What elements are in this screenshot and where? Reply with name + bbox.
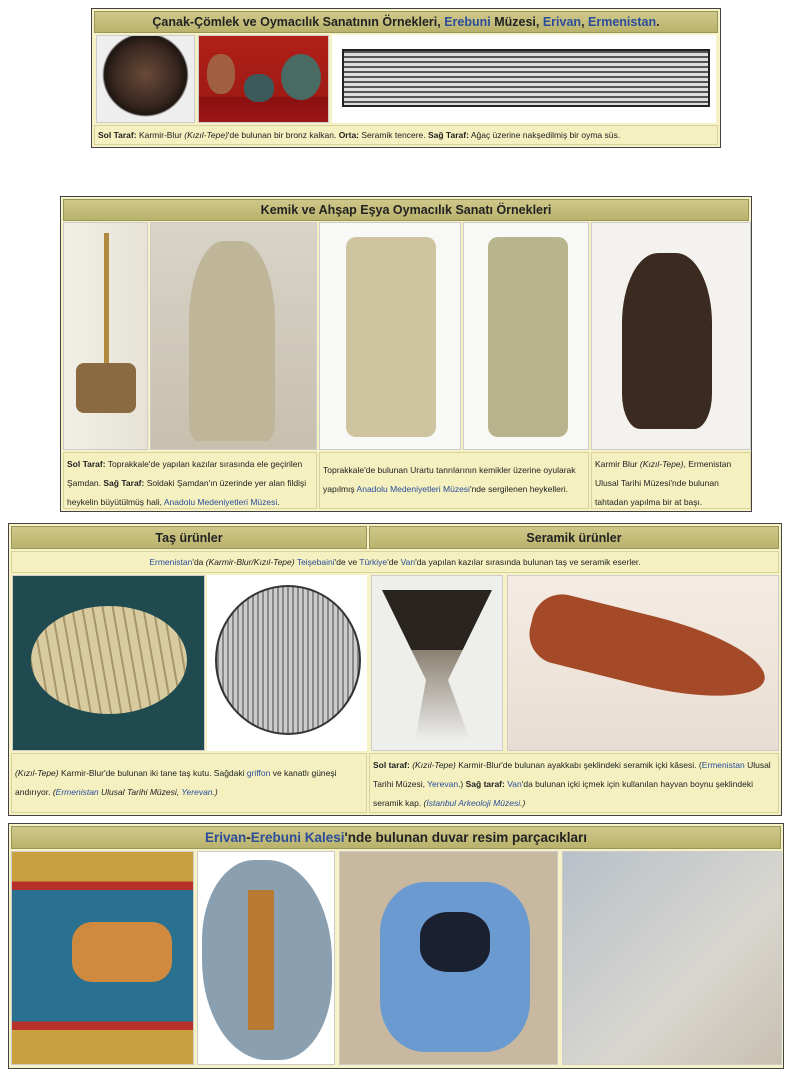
link[interactable]: Yerevan (427, 779, 459, 789)
candlestick-image[interactable] (63, 222, 148, 450)
link[interactable]: Türkiye (359, 557, 388, 567)
text: (Kızıl-Tepe) (15, 768, 59, 778)
link[interactable]: Anadolu Medeniyetleri Müzesi (163, 497, 278, 507)
text: Müzesi, (490, 15, 543, 29)
wall-painting-gallery (8, 823, 784, 1069)
label-text: Sağ Taraf: (427, 130, 469, 140)
text: .) (212, 787, 218, 797)
text: Seramik tencere. (359, 130, 428, 140)
bone-wood-carving-gallery (60, 196, 752, 512)
stone-box-image[interactable] (12, 575, 205, 751)
gallery-title (11, 826, 781, 849)
text-content (373, 760, 771, 808)
text-content (595, 459, 731, 507)
text: Toprakkale'de bulunan Urartu tanrılarının kemikler üzerine oyularak yapılmış (323, 465, 576, 494)
bronze-shield-image[interactable] (96, 35, 195, 123)
text: 'nde bulunan duvar resim parçacıkları (344, 830, 588, 845)
text: Ulusal Tarihi Müzesi, (98, 787, 182, 797)
text: Karmir-Blur'de bulunan ayakkabı şeklindeki seramik içki kâsesi. ( (455, 760, 702, 770)
text-content (155, 531, 222, 545)
text: .) (458, 779, 466, 789)
text: 'de bulunan bir bronz kalkan. (227, 130, 339, 140)
gallery-caption (94, 125, 718, 145)
text: - (246, 830, 251, 845)
text: Karmir-Blur'de bulunan iki tane taş kutu. Sağdaki (58, 768, 247, 778)
text: Toprakkale'de yapılan kazılar sırasında ele geçirilen Şamdan. (67, 459, 303, 488)
text: Karmir-Blur (136, 130, 185, 140)
text: , (581, 15, 589, 29)
wood-carving-image[interactable] (332, 35, 716, 123)
text: .) (520, 798, 526, 808)
text: 'nde sergilenen heykelleri. (469, 484, 568, 494)
text: Ağaç üzerine nakşedilmiş bir oyma süs. (468, 130, 621, 140)
label-text: Orta: (338, 130, 359, 140)
text: . (277, 497, 280, 507)
stone-products-header (11, 526, 367, 549)
link[interactable]: Ermenistan (55, 787, 99, 797)
text-content (67, 459, 306, 507)
candlestick-caption (63, 452, 317, 509)
stone-caption (11, 753, 367, 813)
stone-ceramic-gallery (8, 523, 782, 816)
text: Seramik ürünler (526, 530, 622, 545)
text: (Karmir-Blur/Kızıl-Tepe) (205, 557, 295, 567)
label-text: Sağ taraf: (465, 779, 505, 789)
ceramic-pots-image[interactable] (198, 35, 329, 123)
text-content (205, 830, 587, 845)
text: Taş ürünler (155, 530, 223, 545)
link[interactable]: Ermenistan (588, 15, 657, 29)
pottery-carving-gallery (91, 8, 721, 148)
label-text: Sol taraf: (373, 760, 410, 770)
link[interactable]: Yerevan (181, 787, 213, 797)
text-content (98, 130, 620, 140)
link[interactable]: Anadolu Medeniyetleri Müzesi (356, 484, 470, 494)
label-text: Sol Taraf: (98, 130, 137, 140)
text: , Ermenistan Ulusal Tarihi Müzesi'nde bulunan tahtadan yapılma bir at başı. (595, 459, 732, 507)
text-content (261, 203, 552, 217)
text-content (526, 531, 621, 545)
link[interactable]: Erebuni Kalesi (250, 830, 345, 845)
goat-fresco-image[interactable] (339, 851, 558, 1065)
text-content (323, 465, 576, 494)
horse-head-caption (591, 452, 751, 509)
label-text: Sol Taraf: (67, 459, 106, 469)
stone-seal-image[interactable] (207, 575, 367, 751)
link[interactable]: Erebuni (444, 15, 491, 29)
link[interactable]: İstanbul Arkeoloji Müzesi (426, 798, 521, 808)
text: ( (423, 798, 427, 808)
deities-caption (319, 452, 589, 509)
bone-deity-1-image[interactable] (319, 222, 461, 450)
gallery-title (94, 11, 718, 33)
text: 'de ve (334, 557, 360, 567)
text: Kemik ve Ahşap Eşya Oymacılık Sanatı Örnekleri (260, 203, 552, 217)
boot-vessel-image[interactable] (371, 575, 503, 751)
link[interactable]: Erivan (204, 830, 247, 845)
text-content (15, 768, 337, 797)
text: Çanak-Çömlek ve Oymacılık Sanatının Örnekleri, (152, 15, 445, 29)
link[interactable]: Teişebaini (296, 557, 335, 567)
text: Ulusal Tarihi Müzesi, (373, 760, 771, 789)
text: (Kızıl-Tepe) (639, 459, 684, 469)
link[interactable]: Erivan (542, 15, 582, 29)
text-content (149, 557, 640, 567)
link[interactable]: Ermenistan (149, 557, 193, 567)
figure-fresco-image[interactable] (197, 851, 335, 1065)
link[interactable]: Van (507, 779, 522, 789)
text: ( (52, 787, 56, 797)
text: (Kızıl-Tepe) (412, 760, 456, 770)
bull-fresco-image[interactable] (11, 851, 194, 1065)
text: 'da yapılan kazılar sırasında bulunan taş ve seramik eserler. (415, 557, 641, 567)
text: Karmir Blur (595, 459, 640, 469)
text: ve kanatlı güneşi andırıyor. (15, 768, 337, 797)
link[interactable]: Van (400, 557, 416, 567)
gallery-title (63, 199, 749, 221)
text: (Kızıl-Tepe) (184, 130, 228, 140)
animal-neck-vessel-image[interactable] (507, 575, 779, 751)
text: 'de (387, 557, 401, 567)
text-content (152, 15, 659, 29)
ivory-lion-image[interactable] (150, 222, 317, 450)
text: 'da bulunan içki içmek için kullanılan hayvan boynu şeklindeki seramik kap. (373, 779, 753, 808)
text: . (656, 15, 660, 29)
bone-deity-2-image[interactable] (463, 222, 589, 450)
ceramic-products-header (369, 526, 779, 549)
gallery-subtitle (11, 551, 779, 573)
text: Soldaki Şamdan'ın üzerinde yer alan fildişi heykelin büyütülmüş hali, (67, 478, 307, 507)
link[interactable]: Ermenistan (701, 760, 745, 770)
faded-fresco-image[interactable] (562, 851, 782, 1065)
label-text: Sağ Taraf: (103, 478, 145, 488)
wooden-horse-head-image[interactable] (591, 222, 751, 450)
link[interactable]: griffon (246, 768, 271, 778)
text: 'da (192, 557, 206, 567)
ceramic-caption (369, 753, 779, 813)
